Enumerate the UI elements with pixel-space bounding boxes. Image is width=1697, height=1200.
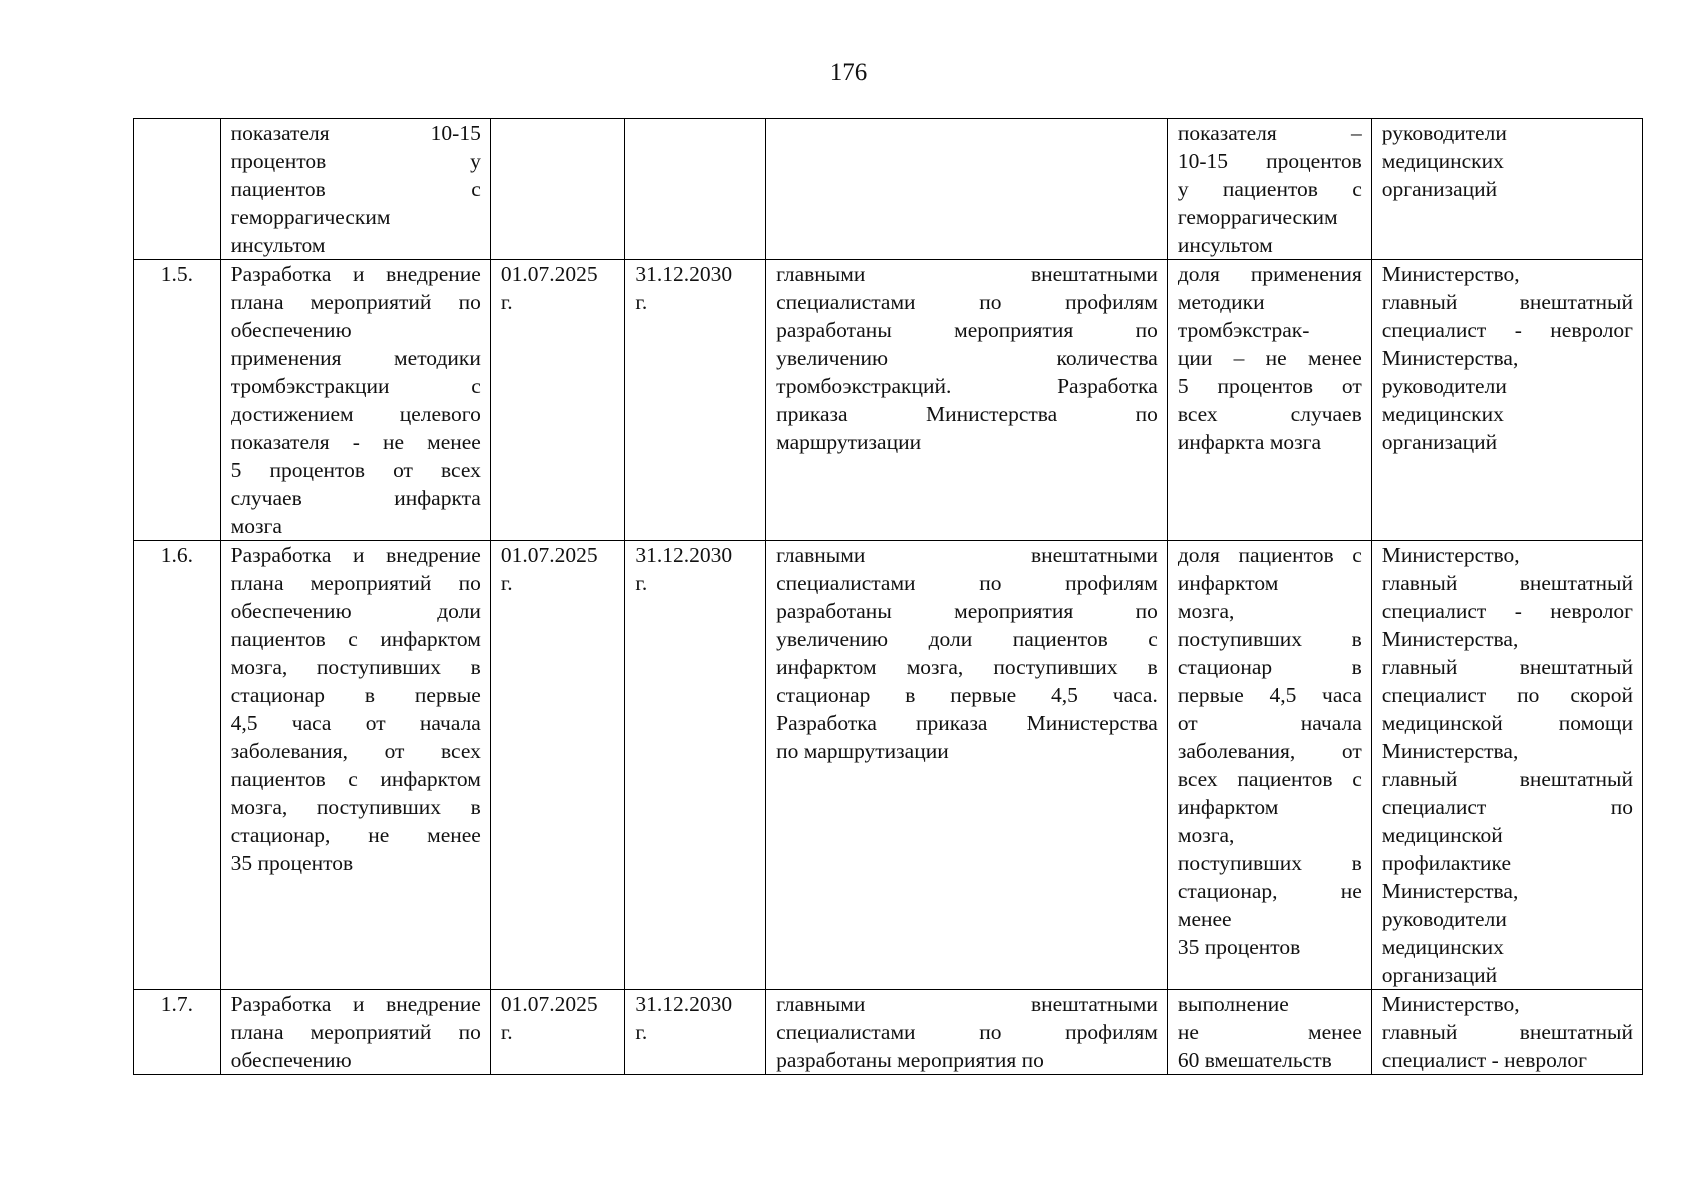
cell-line: Разработка и внедрение xyxy=(230,992,481,1016)
cell-indicator xyxy=(1167,119,1371,260)
cell-line: специалист - невролог xyxy=(1381,1048,1587,1072)
cell-line: г. xyxy=(635,290,648,314)
table-row xyxy=(134,541,1643,990)
cell-responsible xyxy=(1371,260,1642,541)
cell-line: главный внештатный xyxy=(1381,767,1633,791)
cell-line: разработаны мероприятия по xyxy=(776,1048,1044,1072)
cell-line: от начала xyxy=(1177,711,1362,735)
cell-line: тромбэкстрак- xyxy=(1177,318,1310,342)
cell-line: медицинских xyxy=(1381,402,1504,426)
cell-line: медицинской xyxy=(1381,823,1503,847)
cell-line: мозга, xyxy=(1177,599,1235,623)
cell-end-date xyxy=(625,990,766,1075)
cell-line: инфарктом мозга, поступивших в xyxy=(776,655,1158,679)
cell-line: г. xyxy=(500,571,513,595)
cell-line: Министерство, xyxy=(1381,543,1520,567)
cell-line: обеспечению доли xyxy=(230,599,481,623)
cell-line: 01.07.2025 xyxy=(500,992,598,1016)
cell-line: г. xyxy=(635,1020,648,1044)
cell-line: применения методики xyxy=(230,346,481,370)
cell-line: организаций xyxy=(1381,963,1498,987)
cell-line: выполнение xyxy=(1177,992,1289,1016)
cell-line: Разработка и внедрение xyxy=(230,262,481,286)
cell-indicator xyxy=(1167,990,1371,1075)
table-body xyxy=(134,119,1643,1075)
cell-line: первые 4,5 часа xyxy=(1177,683,1362,707)
cell-line: пациентов с инфарктом xyxy=(230,627,481,651)
cell-line: главными внештатными xyxy=(776,543,1158,567)
cell-start-date xyxy=(490,541,625,990)
cell-line: 01.07.2025 xyxy=(500,262,598,286)
cell-line: руководители xyxy=(1381,374,1507,398)
cell-event xyxy=(220,990,490,1075)
cell-line: заболевания, от всех xyxy=(230,739,481,763)
cell-line: Разработка и внедрение xyxy=(230,543,481,567)
cell-line: процентов у xyxy=(230,149,481,173)
cell-number xyxy=(134,119,221,260)
cell-line: плана мероприятий по xyxy=(230,290,481,314)
cell-line: разработаны мероприятия по xyxy=(776,599,1158,623)
cell-end-date xyxy=(625,260,766,541)
cell-line: г. xyxy=(500,1020,513,1044)
cell-line: пациентов с инфарктом xyxy=(230,767,481,791)
cell-line: 31.12.2030 xyxy=(635,992,733,1016)
cell-line: тромбоэкстракций. Разработка xyxy=(776,374,1158,398)
cell-line: 4,5 часа от начала xyxy=(230,711,481,735)
cell-line: 31.12.2030 xyxy=(635,543,733,567)
cell-line: специалист - невролог xyxy=(1381,599,1633,623)
cell-line: заболевания, от xyxy=(1177,739,1362,763)
cell-line: организаций xyxy=(1381,177,1498,201)
cell-line: увеличению доли пациентов с xyxy=(776,627,1158,651)
cell-line: Министерство, xyxy=(1381,992,1520,1016)
table-row xyxy=(134,119,1643,260)
cell-event xyxy=(220,119,490,260)
cell-line: тромбэкстракции с xyxy=(230,374,481,398)
cell-result xyxy=(766,119,1168,260)
cell-end-date xyxy=(625,541,766,990)
cell-line: руководители xyxy=(1381,121,1507,145)
cell-line: стационар, не xyxy=(1177,879,1362,903)
cell-indicator xyxy=(1167,541,1371,990)
table-row xyxy=(134,990,1643,1075)
cell-responsible xyxy=(1371,541,1642,990)
cell-line: 5 процентов от xyxy=(1177,374,1362,398)
cell-line: 5 процентов от всех xyxy=(230,458,481,482)
cell-line: главными внештатными xyxy=(776,262,1158,286)
cell-line: стационар в первые 4,5 часа. xyxy=(776,683,1158,707)
cell-line: поступивших в xyxy=(1177,851,1362,875)
cell-result xyxy=(766,260,1168,541)
cell-line: главный внештатный xyxy=(1381,290,1633,314)
cell-line: 01.07.2025 xyxy=(500,543,598,567)
cell-line: доля применения xyxy=(1177,262,1362,286)
cell-line: показателя 10-15 xyxy=(230,121,481,145)
cell-line: геморрагическим xyxy=(1177,205,1338,229)
table-row xyxy=(134,260,1643,541)
cell-line: инсультом xyxy=(230,233,326,257)
cell-line: медицинских xyxy=(1381,935,1504,959)
cell-line: г. xyxy=(500,290,513,314)
cell-line: Разработка приказа Министерства xyxy=(776,711,1158,735)
cell-line: специалистами по профилям xyxy=(776,290,1158,314)
cell-line: пациентов с xyxy=(230,177,481,201)
cell-line: инфарктом xyxy=(1177,795,1279,819)
cell-line: ции – не менее xyxy=(1177,346,1362,370)
cell-line: инфаркта мозга xyxy=(1177,430,1322,454)
cell-line: геморрагическим xyxy=(230,205,391,229)
cell-line: профилактике xyxy=(1381,851,1511,875)
cell-start-date xyxy=(490,260,625,541)
cell-line: Министерства, xyxy=(1381,346,1519,370)
page-number: 176 xyxy=(829,59,868,86)
cell-line: 35 процентов xyxy=(1177,935,1301,959)
cell-line: г. xyxy=(635,571,648,595)
cell-line: руководители xyxy=(1381,907,1507,931)
cell-line: плана мероприятий по xyxy=(230,571,481,595)
cell-line: обеспечению xyxy=(230,1048,352,1072)
cell-result xyxy=(766,541,1168,990)
cell-line: инсультом xyxy=(1177,233,1273,257)
measures-table xyxy=(133,118,1643,1075)
cell-event xyxy=(220,541,490,990)
cell-line: Министерства, xyxy=(1381,627,1519,651)
cell-start-date xyxy=(490,119,625,260)
cell-line: главный внештатный xyxy=(1381,1020,1633,1044)
cell-line: маршрутизации xyxy=(776,430,922,454)
cell-line: методики xyxy=(1177,290,1265,314)
cell-line: достижением целевого xyxy=(230,402,481,426)
cell-line: Министерства, xyxy=(1381,739,1519,763)
cell-line: 10-15 процентов xyxy=(1177,149,1362,173)
cell-line: мозга, xyxy=(1177,823,1235,847)
cell-number: 1.6. xyxy=(134,541,221,990)
cell-line: по маршрутизации xyxy=(776,739,949,763)
cell-end-date xyxy=(625,119,766,260)
cell-line: стационар в первые xyxy=(230,683,481,707)
cell-line: организаций xyxy=(1381,430,1498,454)
cell-event xyxy=(220,260,490,541)
cell-line: медицинских xyxy=(1381,149,1504,173)
cell-line: медицинской помощи xyxy=(1381,711,1633,735)
cell-line: не менее xyxy=(1177,1020,1362,1044)
cell-line: случаев инфаркта xyxy=(230,486,481,510)
cell-line: менее xyxy=(1177,907,1232,931)
cell-result xyxy=(766,990,1168,1075)
cell-line: у пациентов с xyxy=(1177,177,1362,201)
cell-line: главными внештатными xyxy=(776,992,1158,1016)
cell-line: 60 вмешательств xyxy=(1177,1048,1332,1072)
cell-line: специалист - невролог xyxy=(1381,318,1633,342)
cell-line: обеспечению xyxy=(230,318,352,342)
cell-line: специалистами по профилям xyxy=(776,1020,1158,1044)
cell-line: поступивших в xyxy=(1177,627,1362,651)
cell-line: плана мероприятий по xyxy=(230,1020,481,1044)
cell-line: увеличению количества xyxy=(776,346,1158,370)
cell-responsible xyxy=(1371,119,1642,260)
cell-line: разработаны мероприятия по xyxy=(776,318,1158,342)
cell-line: главный внештатный xyxy=(1381,655,1633,679)
cell-line: специалист по скорой xyxy=(1381,683,1633,707)
cell-line: специалистами по профилям xyxy=(776,571,1158,595)
cell-line: Министерства, xyxy=(1381,879,1519,903)
cell-line: всех пациентов с xyxy=(1177,767,1362,791)
cell-start-date xyxy=(490,990,625,1075)
cell-line: стационар в xyxy=(1177,655,1362,679)
cell-responsible xyxy=(1371,990,1642,1075)
cell-number: 1.5. xyxy=(134,260,221,541)
cell-line: доля пациентов с xyxy=(1177,543,1362,567)
cell-line: мозга, поступивших в xyxy=(230,795,481,819)
cell-line: показателя – xyxy=(1177,121,1362,145)
cell-line: приказа Министерства по xyxy=(776,402,1158,426)
cell-line: специалист по xyxy=(1381,795,1633,819)
cell-line: мозга, поступивших в xyxy=(230,655,481,679)
cell-line: мозга xyxy=(230,514,282,538)
cell-indicator xyxy=(1167,260,1371,541)
cell-line: стационар, не менее xyxy=(230,823,481,847)
cell-line: Министерство, xyxy=(1381,262,1520,286)
cell-line: всех случаев xyxy=(1177,402,1362,426)
cell-line: 35 процентов xyxy=(230,851,354,875)
cell-line: показателя - не менее xyxy=(230,430,481,454)
cell-line: инфарктом xyxy=(1177,571,1279,595)
cell-number: 1.7. xyxy=(134,990,221,1075)
cell-line: главный внештатный xyxy=(1381,571,1633,595)
cell-line: 31.12.2030 xyxy=(635,262,733,286)
